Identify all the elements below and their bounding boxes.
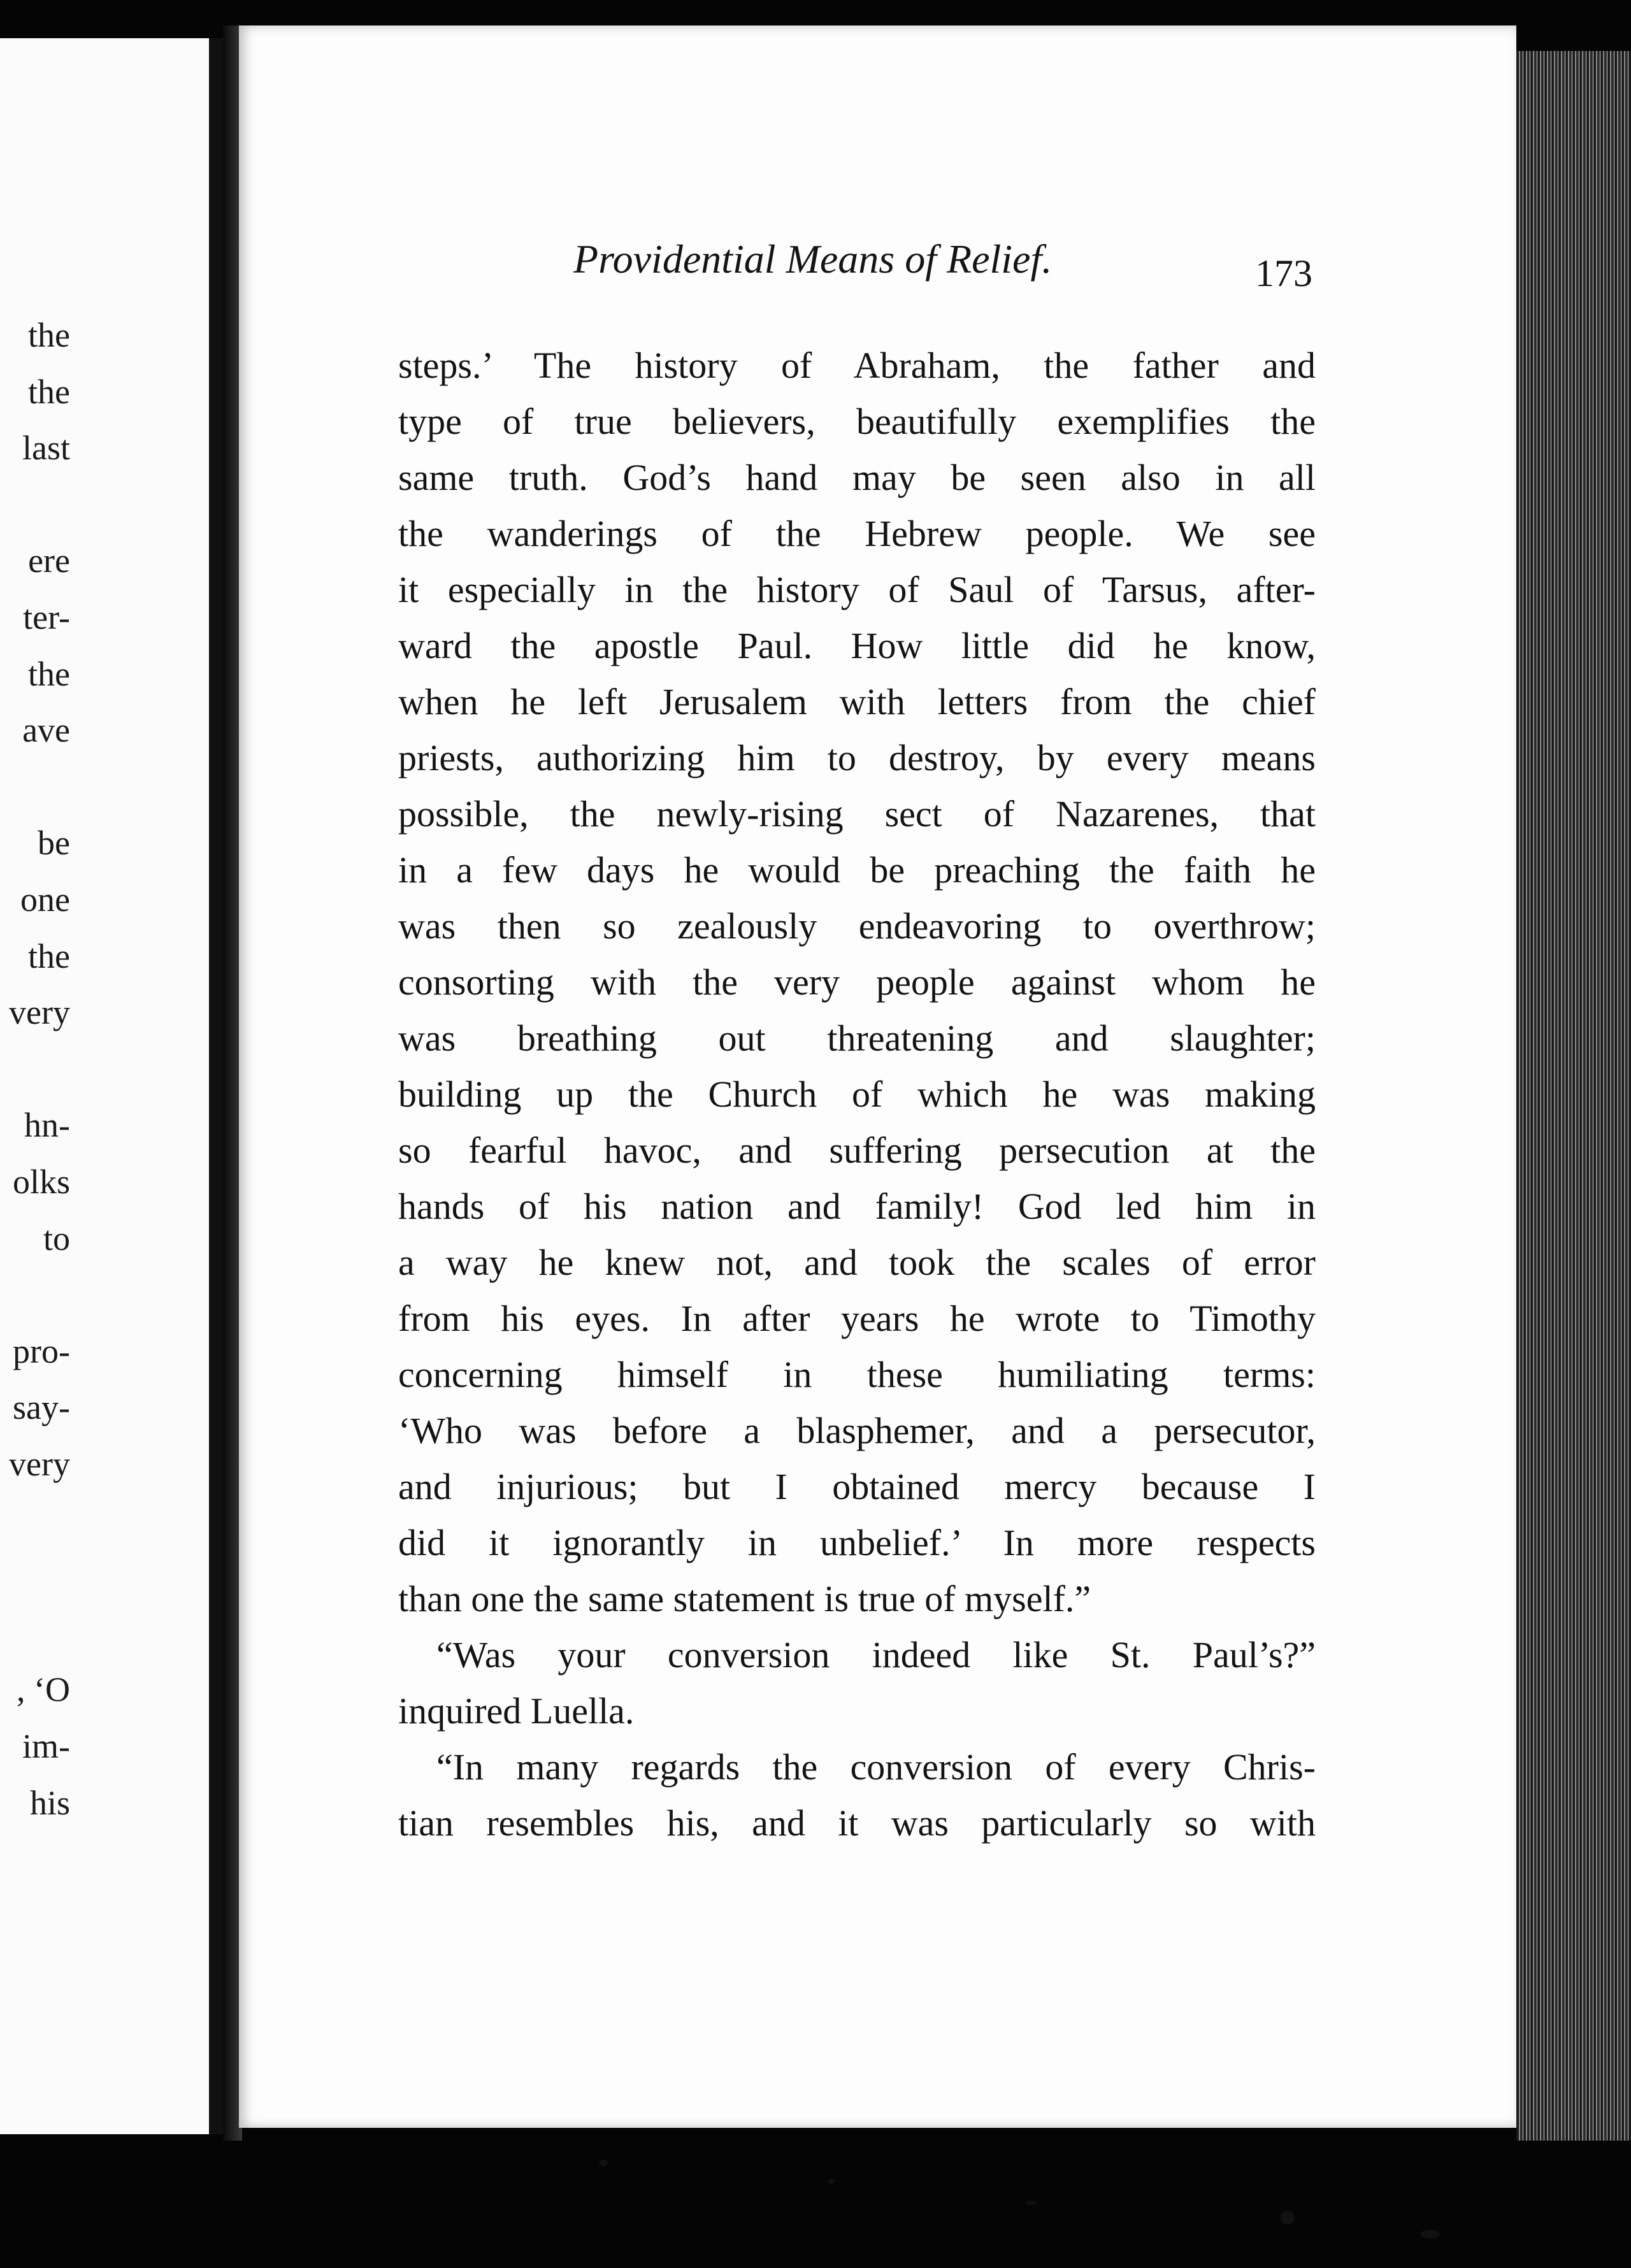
text-line: concerning himself in these humiliating terms: xyxy=(398,1354,1316,1395)
text-line: so fearful havoc, and suffering persecution at the xyxy=(398,1130,1316,1171)
left-page-line-fragment: the xyxy=(28,654,70,693)
text-line: was then so zealously endeavoring to overthrow; xyxy=(398,905,1316,947)
text-line: did it ignorantly in unbelief.’ In more respects xyxy=(398,1522,1316,1563)
running-head: Providential Means of Relief. xyxy=(573,236,1053,282)
page-fore-edge xyxy=(1516,51,1631,2141)
left-page-line-fragment: to xyxy=(43,1219,70,1258)
left-page-line-fragment: very xyxy=(9,993,70,1032)
left-page-line-fragment: his xyxy=(29,1783,70,1822)
text-line: tian resembles his, and it was particularly so with xyxy=(398,1802,1316,1844)
left-page-line-fragment: ter- xyxy=(23,598,70,636)
left-page-line-fragment: hn- xyxy=(24,1106,70,1145)
text-line: the wanderings of the Hebrew people. We see xyxy=(398,513,1316,554)
text-line: it especially in the history of Saul of Tarsus, after- xyxy=(398,569,1316,610)
text-line: consorting with the very people against whom he xyxy=(398,961,1316,1003)
left-page-line-fragment: the xyxy=(28,316,70,354)
text-line: “Was your conversion indeed like St. Paul’s?” xyxy=(436,1634,1316,1676)
left-page-line-fragment: pro- xyxy=(13,1331,70,1370)
left-page-line-fragment: olks xyxy=(12,1163,70,1201)
left-page-line-fragment: ave xyxy=(22,711,70,750)
text-line: priests, authorizing him to destroy, by every means xyxy=(398,737,1316,779)
text-line: ‘Who was before a blasphemer, and a persecutor, xyxy=(398,1410,1316,1451)
text-line: when he left Jerusalem with letters from the chief xyxy=(398,681,1316,722)
left-page-line-fragment: one xyxy=(20,880,70,919)
text-line: ward the apostle Paul. How little did he know, xyxy=(398,625,1316,666)
left-facing-page xyxy=(0,38,223,2134)
body-text xyxy=(398,338,1316,1851)
left-page-line-fragment: the xyxy=(28,372,70,411)
text-line: “In many regards the conversion of every Chris- xyxy=(436,1746,1316,1788)
text-line: and injurious; but I obtained mercy because I xyxy=(398,1466,1316,1507)
text-line: same truth. God’s hand may be seen also in all xyxy=(398,457,1316,498)
left-page-line-fragment: last xyxy=(22,429,70,468)
left-page-line-fragment: im- xyxy=(22,1727,70,1765)
text-line: than one the same statement is true of myself.” xyxy=(398,1578,1091,1619)
left-page-line-fragment: the xyxy=(28,937,70,975)
left-page-line-fragment: very xyxy=(9,1445,70,1483)
left-page-line-fragment: ere xyxy=(28,542,70,580)
text-line: building up the Church of which he was making xyxy=(398,1073,1316,1115)
text-line: a way he knew not, and took the scales of error xyxy=(398,1242,1316,1283)
text-line: from his eyes. In after years he wrote to Timothy xyxy=(398,1298,1316,1339)
text-line: steps.’ The history of Abraham, the father and xyxy=(398,345,1316,386)
left-page-line-fragment: be xyxy=(38,824,70,863)
page-number: 173 xyxy=(1255,252,1312,294)
text-line: was breathing out threatening and slaughter; xyxy=(398,1017,1316,1059)
text-line: type of true believers, beautifully exemplifies the xyxy=(398,401,1316,442)
left-page-line-fragment: , ‘O xyxy=(17,1670,70,1709)
text-line: in a few days he would be preaching the faith he xyxy=(398,849,1316,891)
text-line: possible, the newly-rising sect of Nazarenes, that xyxy=(398,793,1316,835)
text-line: inquired Luella. xyxy=(398,1690,635,1732)
left-page-line-fragment: say- xyxy=(13,1388,70,1427)
text-line: hands of his nation and family! God led him in xyxy=(398,1186,1316,1227)
